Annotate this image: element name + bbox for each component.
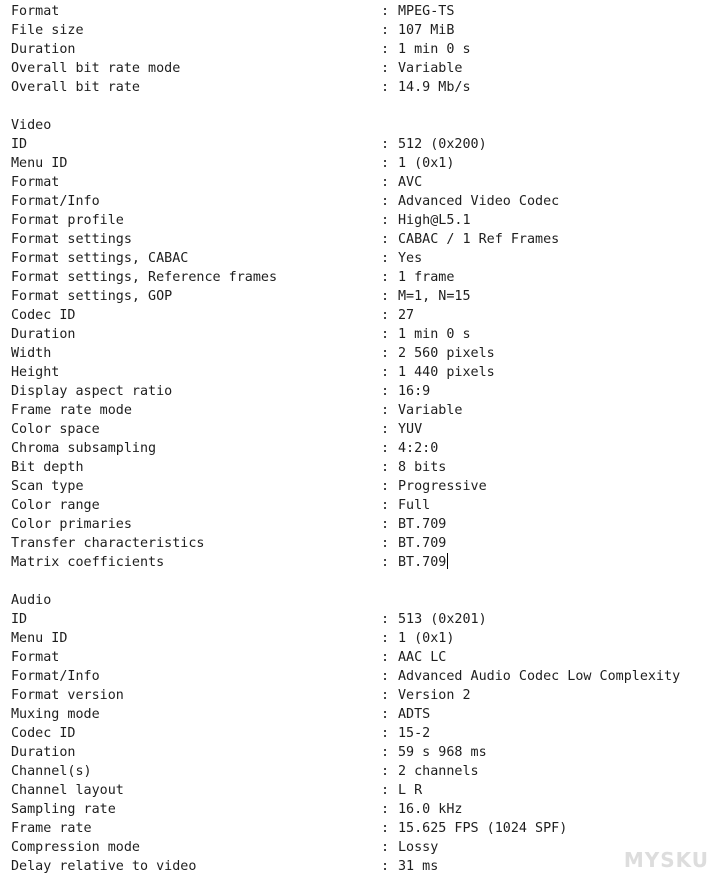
- field-label: Duration: [11, 42, 76, 57]
- field-separator: :: [381, 23, 390, 38]
- field-label: Channel layout: [11, 783, 124, 798]
- field-value: CABAC / 1 Ref Frames: [398, 232, 560, 247]
- field-value-text: BT.709: [398, 555, 447, 570]
- field-row: [11, 211, 723, 230]
- field-value: [398, 553, 448, 572]
- field-label: Menu ID: [11, 631, 68, 646]
- field-separator: :: [381, 859, 390, 874]
- field-row: [11, 135, 723, 154]
- field-separator: :: [381, 517, 390, 532]
- field-separator: :: [381, 498, 390, 513]
- field-row: [11, 610, 723, 629]
- field-row: [11, 439, 723, 458]
- video-section-title: Video: [11, 118, 52, 133]
- field-row: [11, 420, 723, 439]
- field-value: Advanced Video Codec: [398, 194, 560, 209]
- field-separator: :: [381, 4, 390, 19]
- field-label: Matrix coefficients: [11, 555, 165, 570]
- field-separator: :: [381, 308, 390, 323]
- field-label: File size: [11, 23, 84, 38]
- field-separator: :: [381, 156, 390, 171]
- field-label: Format settings, Reference frames: [11, 270, 278, 285]
- field-separator: :: [381, 384, 390, 399]
- field-value: 512 (0x200): [398, 137, 487, 152]
- field-row: [11, 496, 723, 515]
- field-row: [11, 363, 723, 382]
- text-cursor: [447, 553, 448, 569]
- field-label: Muxing mode: [11, 707, 100, 722]
- field-row: [11, 78, 723, 97]
- field-separator: :: [381, 669, 390, 684]
- field-separator: :: [381, 403, 390, 418]
- field-row: [11, 686, 723, 705]
- field-separator: :: [381, 365, 390, 380]
- field-row: [11, 59, 723, 78]
- field-value: 1 frame: [398, 270, 455, 285]
- field-value: BT.709: [398, 536, 447, 551]
- field-label: Codec ID: [11, 308, 76, 323]
- field-separator: :: [381, 688, 390, 703]
- field-separator: :: [381, 612, 390, 627]
- field-label: Bit depth: [11, 460, 84, 475]
- field-row: [11, 515, 723, 534]
- field-value: Variable: [398, 61, 463, 76]
- field-label: Compression mode: [11, 840, 140, 855]
- field-row: [11, 382, 723, 401]
- field-separator: :: [381, 707, 390, 722]
- field-separator: :: [381, 213, 390, 228]
- field-row: [11, 629, 723, 648]
- field-row: [11, 819, 723, 838]
- field-row: [11, 287, 723, 306]
- field-label: Color range: [11, 498, 100, 513]
- field-value: 4:2:0: [398, 441, 439, 456]
- field-label: Color space: [11, 422, 100, 437]
- field-separator: :: [381, 270, 390, 285]
- field-value: 16:9: [398, 384, 431, 399]
- field-row: [11, 648, 723, 667]
- field-row: [11, 553, 723, 572]
- field-label: Codec ID: [11, 726, 76, 741]
- section-gap: [11, 572, 723, 591]
- field-row: [11, 21, 723, 40]
- field-label: Overall bit rate: [11, 80, 140, 95]
- field-separator: :: [381, 137, 390, 152]
- field-separator: :: [381, 460, 390, 475]
- field-separator: :: [381, 327, 390, 342]
- field-value: Progressive: [398, 479, 487, 494]
- field-row: [11, 838, 723, 857]
- field-label: Duration: [11, 327, 76, 342]
- field-separator: :: [381, 289, 390, 304]
- section-gap: [11, 97, 723, 116]
- field-label: Frame rate mode: [11, 403, 132, 418]
- field-separator: :: [381, 61, 390, 76]
- field-row: [11, 401, 723, 420]
- field-label: Transfer characteristics: [11, 536, 205, 551]
- field-value: YUV: [398, 422, 423, 437]
- field-row: [11, 306, 723, 325]
- field-row: [11, 249, 723, 268]
- field-separator: :: [381, 251, 390, 266]
- field-separator: :: [381, 631, 390, 646]
- field-label: ID: [11, 137, 28, 152]
- field-value: Lossy: [398, 840, 439, 855]
- field-label: Frame rate: [11, 821, 92, 836]
- field-label: Format settings: [11, 232, 132, 247]
- field-label: Format version: [11, 688, 124, 703]
- field-separator: :: [381, 726, 390, 741]
- field-value: 1 (0x1): [398, 156, 455, 171]
- field-value: 2 560 pixels: [398, 346, 495, 361]
- audio-section-title: Audio: [11, 593, 52, 608]
- general-section: [11, 2, 723, 97]
- field-row: [11, 857, 723, 876]
- field-row: [11, 154, 723, 173]
- field-value: 8 bits: [398, 460, 447, 475]
- field-row: [11, 762, 723, 781]
- field-value: Full: [398, 498, 431, 513]
- field-label: Format: [11, 4, 60, 19]
- field-value: 1 min 0 s: [398, 42, 471, 57]
- field-row: [11, 40, 723, 59]
- field-row: [11, 325, 723, 344]
- field-value: 59 s 968 ms: [398, 745, 487, 760]
- field-separator: :: [381, 42, 390, 57]
- field-separator: :: [381, 802, 390, 817]
- field-separator: :: [381, 232, 390, 247]
- field-value: 1 440 pixels: [398, 365, 495, 380]
- field-value: L R: [398, 783, 423, 798]
- field-label: ID: [11, 612, 28, 627]
- field-separator: :: [381, 441, 390, 456]
- field-row: [11, 743, 723, 762]
- field-separator: :: [381, 764, 390, 779]
- field-value: ADTS: [398, 707, 431, 722]
- field-separator: :: [381, 80, 390, 95]
- field-value: 27: [398, 308, 415, 323]
- field-label: Format/Info: [11, 669, 100, 684]
- field-separator: :: [381, 175, 390, 190]
- field-separator: :: [381, 536, 390, 551]
- field-separator: :: [381, 821, 390, 836]
- field-row: [11, 192, 723, 211]
- field-row: [11, 781, 723, 800]
- field-value: 107 MiB: [398, 23, 455, 38]
- field-row: [11, 2, 723, 21]
- field-label: Scan type: [11, 479, 84, 494]
- field-label: Channel(s): [11, 764, 92, 779]
- field-label: Delay relative to video: [11, 859, 197, 874]
- field-value: MPEG-TS: [398, 4, 455, 19]
- field-separator: :: [381, 194, 390, 209]
- field-value: Advanced Audio Codec Low Complexity: [398, 669, 681, 684]
- field-label: Chroma subsampling: [11, 441, 157, 456]
- field-label: Overall bit rate mode: [11, 61, 181, 76]
- field-value: AAC LC: [398, 650, 447, 665]
- field-label: Duration: [11, 745, 76, 760]
- field-value: 16.0 kHz: [398, 802, 463, 817]
- field-separator: :: [381, 422, 390, 437]
- field-label: Format/Info: [11, 194, 100, 209]
- field-value: 15-2: [398, 726, 431, 741]
- field-value: M=1, N=15: [398, 289, 471, 304]
- field-value: AVC: [398, 175, 423, 190]
- field-row: [11, 230, 723, 249]
- field-label: Format settings, CABAC: [11, 251, 189, 266]
- field-row: [11, 800, 723, 819]
- field-label: Menu ID: [11, 156, 68, 171]
- field-label: Width: [11, 346, 52, 361]
- field-value: 2 channels: [398, 764, 479, 779]
- field-row: [11, 724, 723, 743]
- field-value: Version 2: [398, 688, 471, 703]
- field-value: Variable: [398, 403, 463, 418]
- field-value: 31 ms: [398, 859, 439, 874]
- field-label: Format: [11, 650, 60, 665]
- field-value: High@L5.1: [398, 213, 471, 228]
- field-separator: :: [381, 346, 390, 361]
- field-label: Display aspect ratio: [11, 384, 173, 399]
- field-row: [11, 268, 723, 287]
- field-row: [11, 534, 723, 553]
- field-label: Sampling rate: [11, 802, 116, 817]
- field-separator: :: [381, 783, 390, 798]
- field-row: [11, 705, 723, 724]
- field-value: BT.709: [398, 517, 447, 532]
- field-row: [11, 667, 723, 686]
- field-separator: :: [381, 840, 390, 855]
- field-value: 14.9 Mb/s: [398, 80, 471, 95]
- mediainfo-report[interactable]: [11, 2, 723, 876]
- field-label: Color primaries: [11, 517, 132, 532]
- video-section: [11, 116, 723, 572]
- field-value: Yes: [398, 251, 423, 266]
- field-separator: :: [381, 555, 390, 570]
- field-separator: :: [381, 745, 390, 760]
- field-label: Format profile: [11, 213, 124, 228]
- field-value: 1 min 0 s: [398, 327, 471, 342]
- field-label: Format settings, GOP: [11, 289, 173, 304]
- audio-section: [11, 591, 723, 876]
- field-row: [11, 173, 723, 192]
- site-watermark: MYSKU: [623, 848, 709, 872]
- field-row: [11, 477, 723, 496]
- field-label: Format: [11, 175, 60, 190]
- field-label: Height: [11, 365, 60, 380]
- field-separator: :: [381, 479, 390, 494]
- field-row: [11, 344, 723, 363]
- field-separator: :: [381, 650, 390, 665]
- field-row: [11, 458, 723, 477]
- field-value: 1 (0x1): [398, 631, 455, 646]
- field-value: 513 (0x201): [398, 612, 487, 627]
- field-value: 15.625 FPS (1024 SPF): [398, 821, 568, 836]
